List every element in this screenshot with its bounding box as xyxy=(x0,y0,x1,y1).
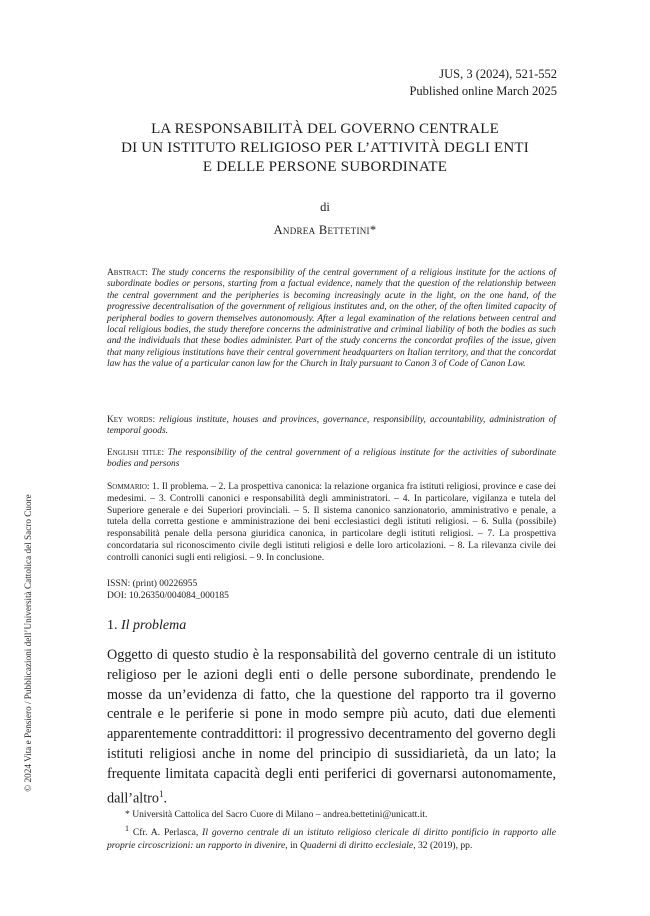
english-title-label: English title: xyxy=(107,448,165,458)
abstract-label: Abstract: xyxy=(107,268,148,278)
identifiers xyxy=(107,578,229,602)
title-line: LA RESPONSABILITÀ DEL GOVERNO CENTRALE xyxy=(151,121,499,137)
abstract-text: The study concerns the responsibility of the central government of a religious institute for the actions of subordinate bodies or persons, starting from a factual evidence, namely that the question of the relationship between the central government and the peripheries is becoming increasingly acute in the light, on the one hand, of the progressive decentralisation of the government of religious institutes and, on the other, of the often limited capacity of peripheral bodies to govern themselves autonomously. After a legal examination of the relations between central and local religious bodies, the study therefore concerns the administrative and criminal liability of both the bodies as such and the individuals that these bodies administer. Part of the study concerns the concordat profiles of the issue, given that many religious institutions have their central government headquarters on Italian territory, and that the concordat law has the value of a particular canon law for the Church in Italy pursuant to Canon 3 of Code of Canon Law. xyxy=(107,268,556,370)
footnote-1-prefix: Cfr. A. Perlasca, xyxy=(129,827,203,839)
title-line: E DELLE PERSONE SUBORDINATE xyxy=(202,159,448,175)
keywords-label: Key words: xyxy=(107,415,156,425)
body-paragraph xyxy=(107,646,556,809)
english-title-text: The responsibility of the central government of a religious institute for the activities of subordinate bodies and persons xyxy=(107,448,556,470)
doi: DOI: 10.26350/004084_000185 xyxy=(107,591,229,601)
title-line: DI UN ISTITUTO RELIGIOSO PER L’ATTIVITÀ DEGLI ENTI xyxy=(121,140,529,156)
footnote-ref[interactable]: 1 xyxy=(159,788,164,799)
issn: ISSN: (print) 00226955 xyxy=(107,579,198,589)
english-title xyxy=(107,448,556,471)
byline-di: di xyxy=(320,200,330,214)
footnote-1-title: Il governo centrale di un istituto religioso clericale di diritto pontificio in rapporto alle proprie circoscrizioni: un rapporto in divenire xyxy=(107,827,556,852)
table-of-contents xyxy=(107,482,556,565)
abstract xyxy=(107,268,556,371)
article-title xyxy=(0,120,650,177)
body-end: . xyxy=(163,790,168,807)
footnote-affiliation: * Università Cattolica del Sacro Cuore di Milano – andrea.bettetini@unicatt.it. xyxy=(125,809,428,820)
footnote-1-mid: , in xyxy=(285,840,300,852)
sommario-label: Sommario: xyxy=(107,482,150,492)
author-name: Andrea Bettetini* xyxy=(273,223,377,237)
sommario-text: 1. Il problema. – 2. La prospettiva canonica: la relazione organica fra istituti religiosi, province e case dei medesimi. – 3. Controlli canonici e responsabilità degli amministratori. – 4. In particolare, vigilanza e tutela del Superiore generale e dei Superiori provinciali. – 5. Il sistema canonico sanzionatorio, amministrativo e penale, a tutela della corretta gestione e amministrazione dei beni ecclesiastici degli istituti religiosi. – 6. Sulla (possibile) responsabilità penale della persona giuridica canonica, in particolare degli istituti religiosi. – 7. La prospettiva concordataria sul riconoscimento civile degli istituti religiosi e delle loro articolazioni. – 8. La rilevanza civile dei controlli canonici sugli enti religiosi. – 9. In conclusione. xyxy=(107,482,557,563)
section-number: 1. xyxy=(107,618,118,633)
spine-copyright: © 2024 Vita e Pensiero / Pubblicazioni dell’Università Cattolica del Sacro Cuore xyxy=(23,494,33,792)
footnote-1 xyxy=(107,822,556,852)
journal-header xyxy=(409,66,557,100)
keywords xyxy=(107,415,556,438)
footnote-1-mark: 1 xyxy=(125,824,129,833)
footnote-1-journal: Quaderni di diritto ecclesiale xyxy=(299,840,414,852)
body-text: Oggetto di questo studio è la responsabilità del governo centrale di un istituto religioso per le azioni degli enti o delle persone subordinate, prendendo le mosse da un’evidenza di fatto, che la questione del rapporto tra il governo centrale e le periferie si pone in modo sempre più acuto, dati due elementi apparentemente contraddittori: il progressivo decentramento del governo degli istituti religiosi anche in nome del principio di sussidiarietà, da un lato; la frequente limitata capacità degli enti periferici di governarsi autonomamente, dall’altro xyxy=(107,647,556,807)
keywords-text: religious institute, houses and provinces, governance, responsibility, accountability, administration of temporal goods. xyxy=(107,415,557,437)
footnote-1-end: , 32 (2019), pp. xyxy=(413,840,473,852)
publication-date: Published online March 2025 xyxy=(409,84,557,98)
section-heading xyxy=(107,618,186,634)
journal-citation: JUS, 3 (2024), 521-552 xyxy=(439,67,557,81)
section-title: Il problema xyxy=(121,618,187,633)
